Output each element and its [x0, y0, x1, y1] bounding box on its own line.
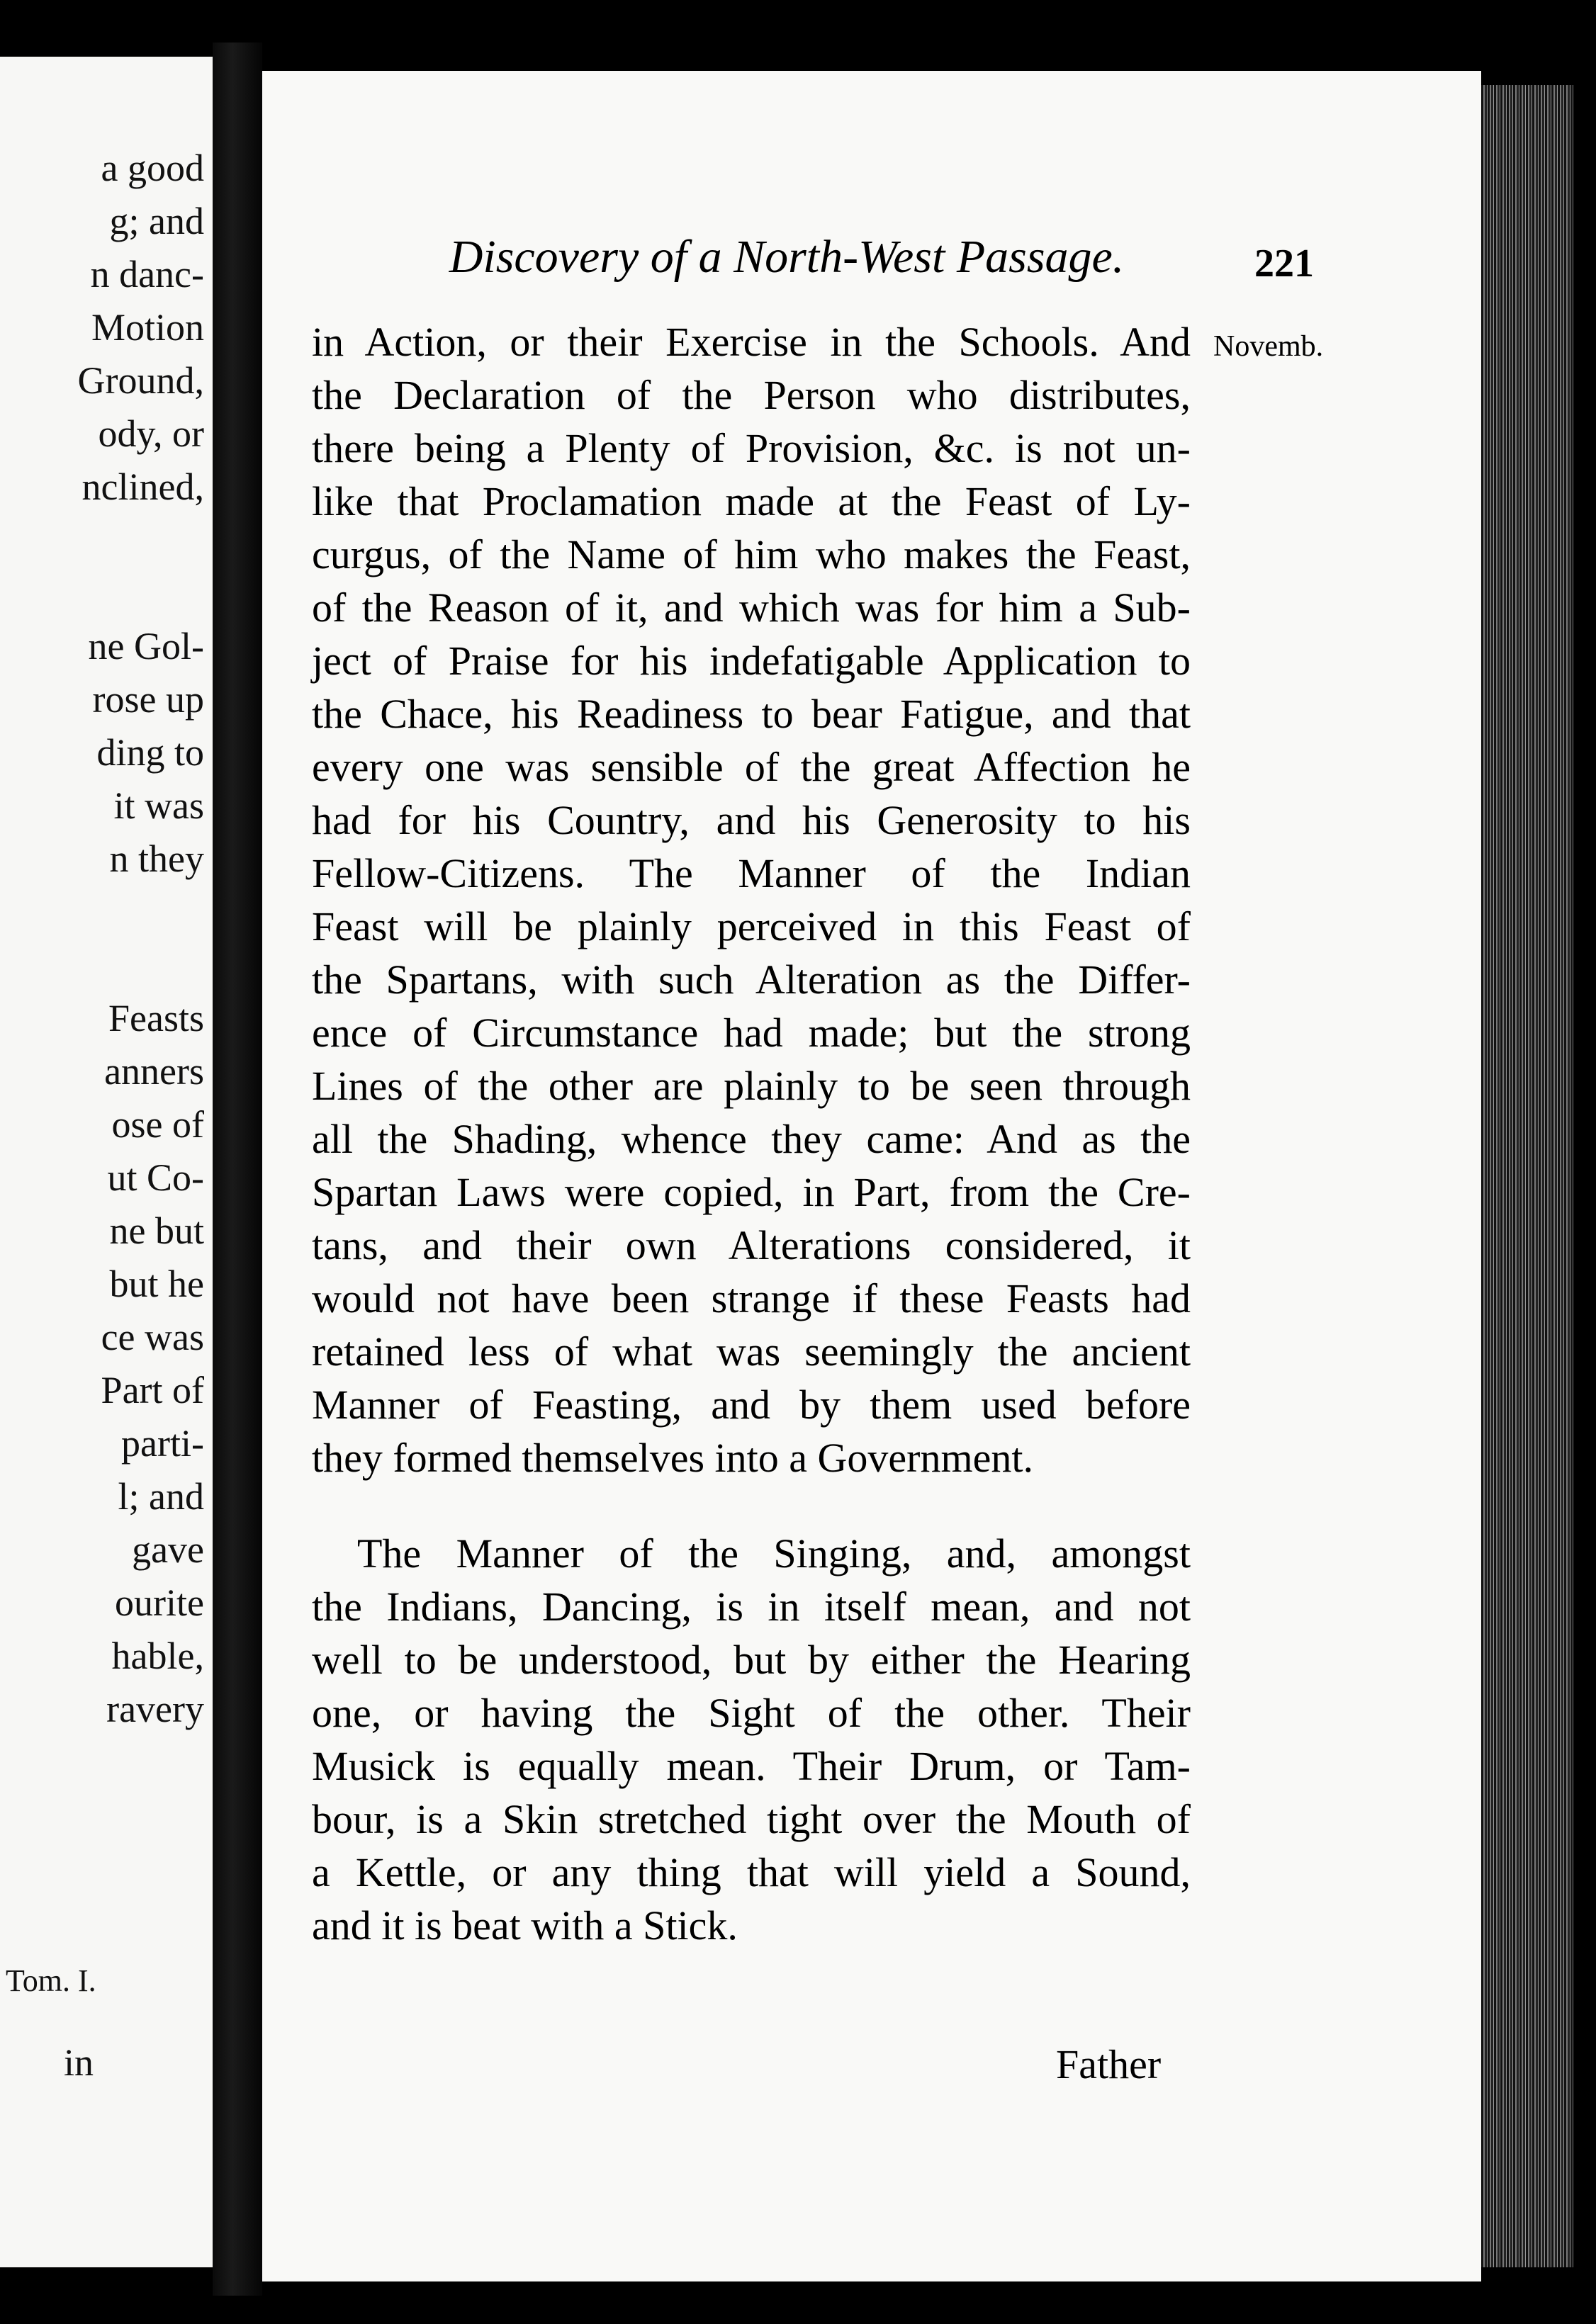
text-line: there being a Plenty of Provision, &c. is not un-: [312, 425, 1191, 471]
facing-page-line: Motion: [91, 306, 204, 349]
text-line: retained less of what was seemingly the ancient: [312, 1329, 1191, 1375]
text-line: The Manner of the Singing, and, amongst: [357, 1530, 1191, 1576]
text-line: of the Reason of it, and which was for him a Sub-: [312, 585, 1191, 631]
facing-page: [0, 57, 213, 2267]
facing-page-line: Part of: [101, 1369, 204, 1411]
facing-page-line: l; and: [118, 1475, 204, 1518]
facing-page-signature: Tom. I.: [6, 1963, 96, 1998]
facing-page-line: ravery: [106, 1688, 204, 1730]
facing-page-line: gave: [132, 1528, 204, 1571]
text-line: Lines of the other are plainly to be seen through: [312, 1063, 1191, 1109]
text-line: bour, is a Skin stretched tight over the Mouth of: [312, 1796, 1191, 1842]
text-line: and it is beat with a Stick.: [312, 1902, 738, 1948]
facing-page-line: ce was: [101, 1316, 204, 1358]
text-line: well to be understood, but by either the Hearing: [312, 1637, 1191, 1683]
facing-page-line: rose up: [92, 678, 204, 721]
facing-page-line: ody, or: [98, 412, 204, 455]
facing-page-line: anners: [104, 1050, 204, 1093]
facing-page-line: ding to: [96, 731, 204, 774]
facing-page-line: nclined,: [82, 466, 204, 508]
page-number: 221: [1254, 242, 1314, 286]
text-line: Manner of Feasting, and by them used before: [312, 1382, 1191, 1428]
text-line: ject of Praise for his indefatigable Application to: [312, 638, 1191, 684]
text-line: would not have been strange if these Feasts had: [312, 1275, 1191, 1321]
facing-page-line: but he: [109, 1263, 204, 1305]
facing-page-line: hable,: [111, 1635, 204, 1677]
text-line: a Kettle, or any thing that will yield a Sound,: [312, 1849, 1191, 1895]
facing-page-line: ourite: [115, 1581, 204, 1624]
text-line: they formed themselves into a Government.: [312, 1435, 1033, 1481]
paragraph: [312, 1527, 1191, 1952]
text-line: the Chace, his Readiness to bear Fatigue, and that: [312, 691, 1191, 737]
facing-page-line: ne Gol-: [88, 625, 204, 667]
text-line: every one was sensible of the great Affection he: [312, 744, 1191, 790]
paragraph: [312, 315, 1191, 1484]
facing-page-catchword: in: [64, 2041, 94, 2084]
text-line: Fellow-Citizens. The Manner of the Indian: [312, 850, 1191, 896]
facing-page-line: n danc-: [90, 253, 204, 295]
text-line: tans, and their own Alterations considered, it: [312, 1222, 1191, 1268]
facing-page-line: parti-: [121, 1422, 204, 1465]
text-line: the Indians, Dancing, is in itself mean, and not: [312, 1584, 1191, 1630]
text-line: like that Proclamation made at the Feast of Ly-: [312, 478, 1191, 524]
facing-page-line: a good: [101, 147, 204, 189]
facing-page-line: ut Co-: [107, 1156, 204, 1199]
text-line: the Spartans, with such Alteration as the Differ-: [312, 957, 1191, 1003]
book-gutter: [213, 43, 262, 2296]
running-title: Discovery of a North-West Passage.: [449, 231, 1125, 283]
text-line: ence of Circumstance had made; but the strong: [312, 1010, 1191, 1056]
margin-note: Novemb.: [1213, 330, 1324, 363]
facing-page-line: n they: [109, 837, 204, 880]
facing-page-line: Feasts: [108, 997, 204, 1039]
text-line: in Action, or their Exercise in the Schools. And: [312, 319, 1191, 365]
body-text: [312, 315, 1191, 1952]
text-line: one, or having the Sight of the other. Their: [312, 1690, 1191, 1736]
text-line: had for his Country, and his Generosity to his: [312, 797, 1191, 843]
facing-page-line: ose of: [111, 1103, 204, 1146]
facing-page-line: ne but: [109, 1209, 204, 1252]
text-line: Spartan Laws were copied, in Part, from the Cre-: [312, 1169, 1191, 1215]
text-line: the Declaration of the Person who distributes,: [312, 372, 1191, 418]
facing-page-line: g; and: [109, 200, 204, 242]
facing-page-line: Ground,: [77, 359, 204, 402]
text-line: Musick is equally mean. Their Drum, or Tam-: [312, 1743, 1191, 1789]
page-edges: [1481, 85, 1573, 2267]
text-line: Feast will be plainly perceived in this Feast of: [312, 903, 1191, 949]
facing-page-line: it was: [113, 784, 204, 827]
text-line: all the Shading, whence they came: And as the: [312, 1116, 1191, 1162]
text-line: curgus, of the Name of him who makes the Feast,: [312, 531, 1191, 577]
catchword: Father: [1056, 2041, 1162, 2087]
